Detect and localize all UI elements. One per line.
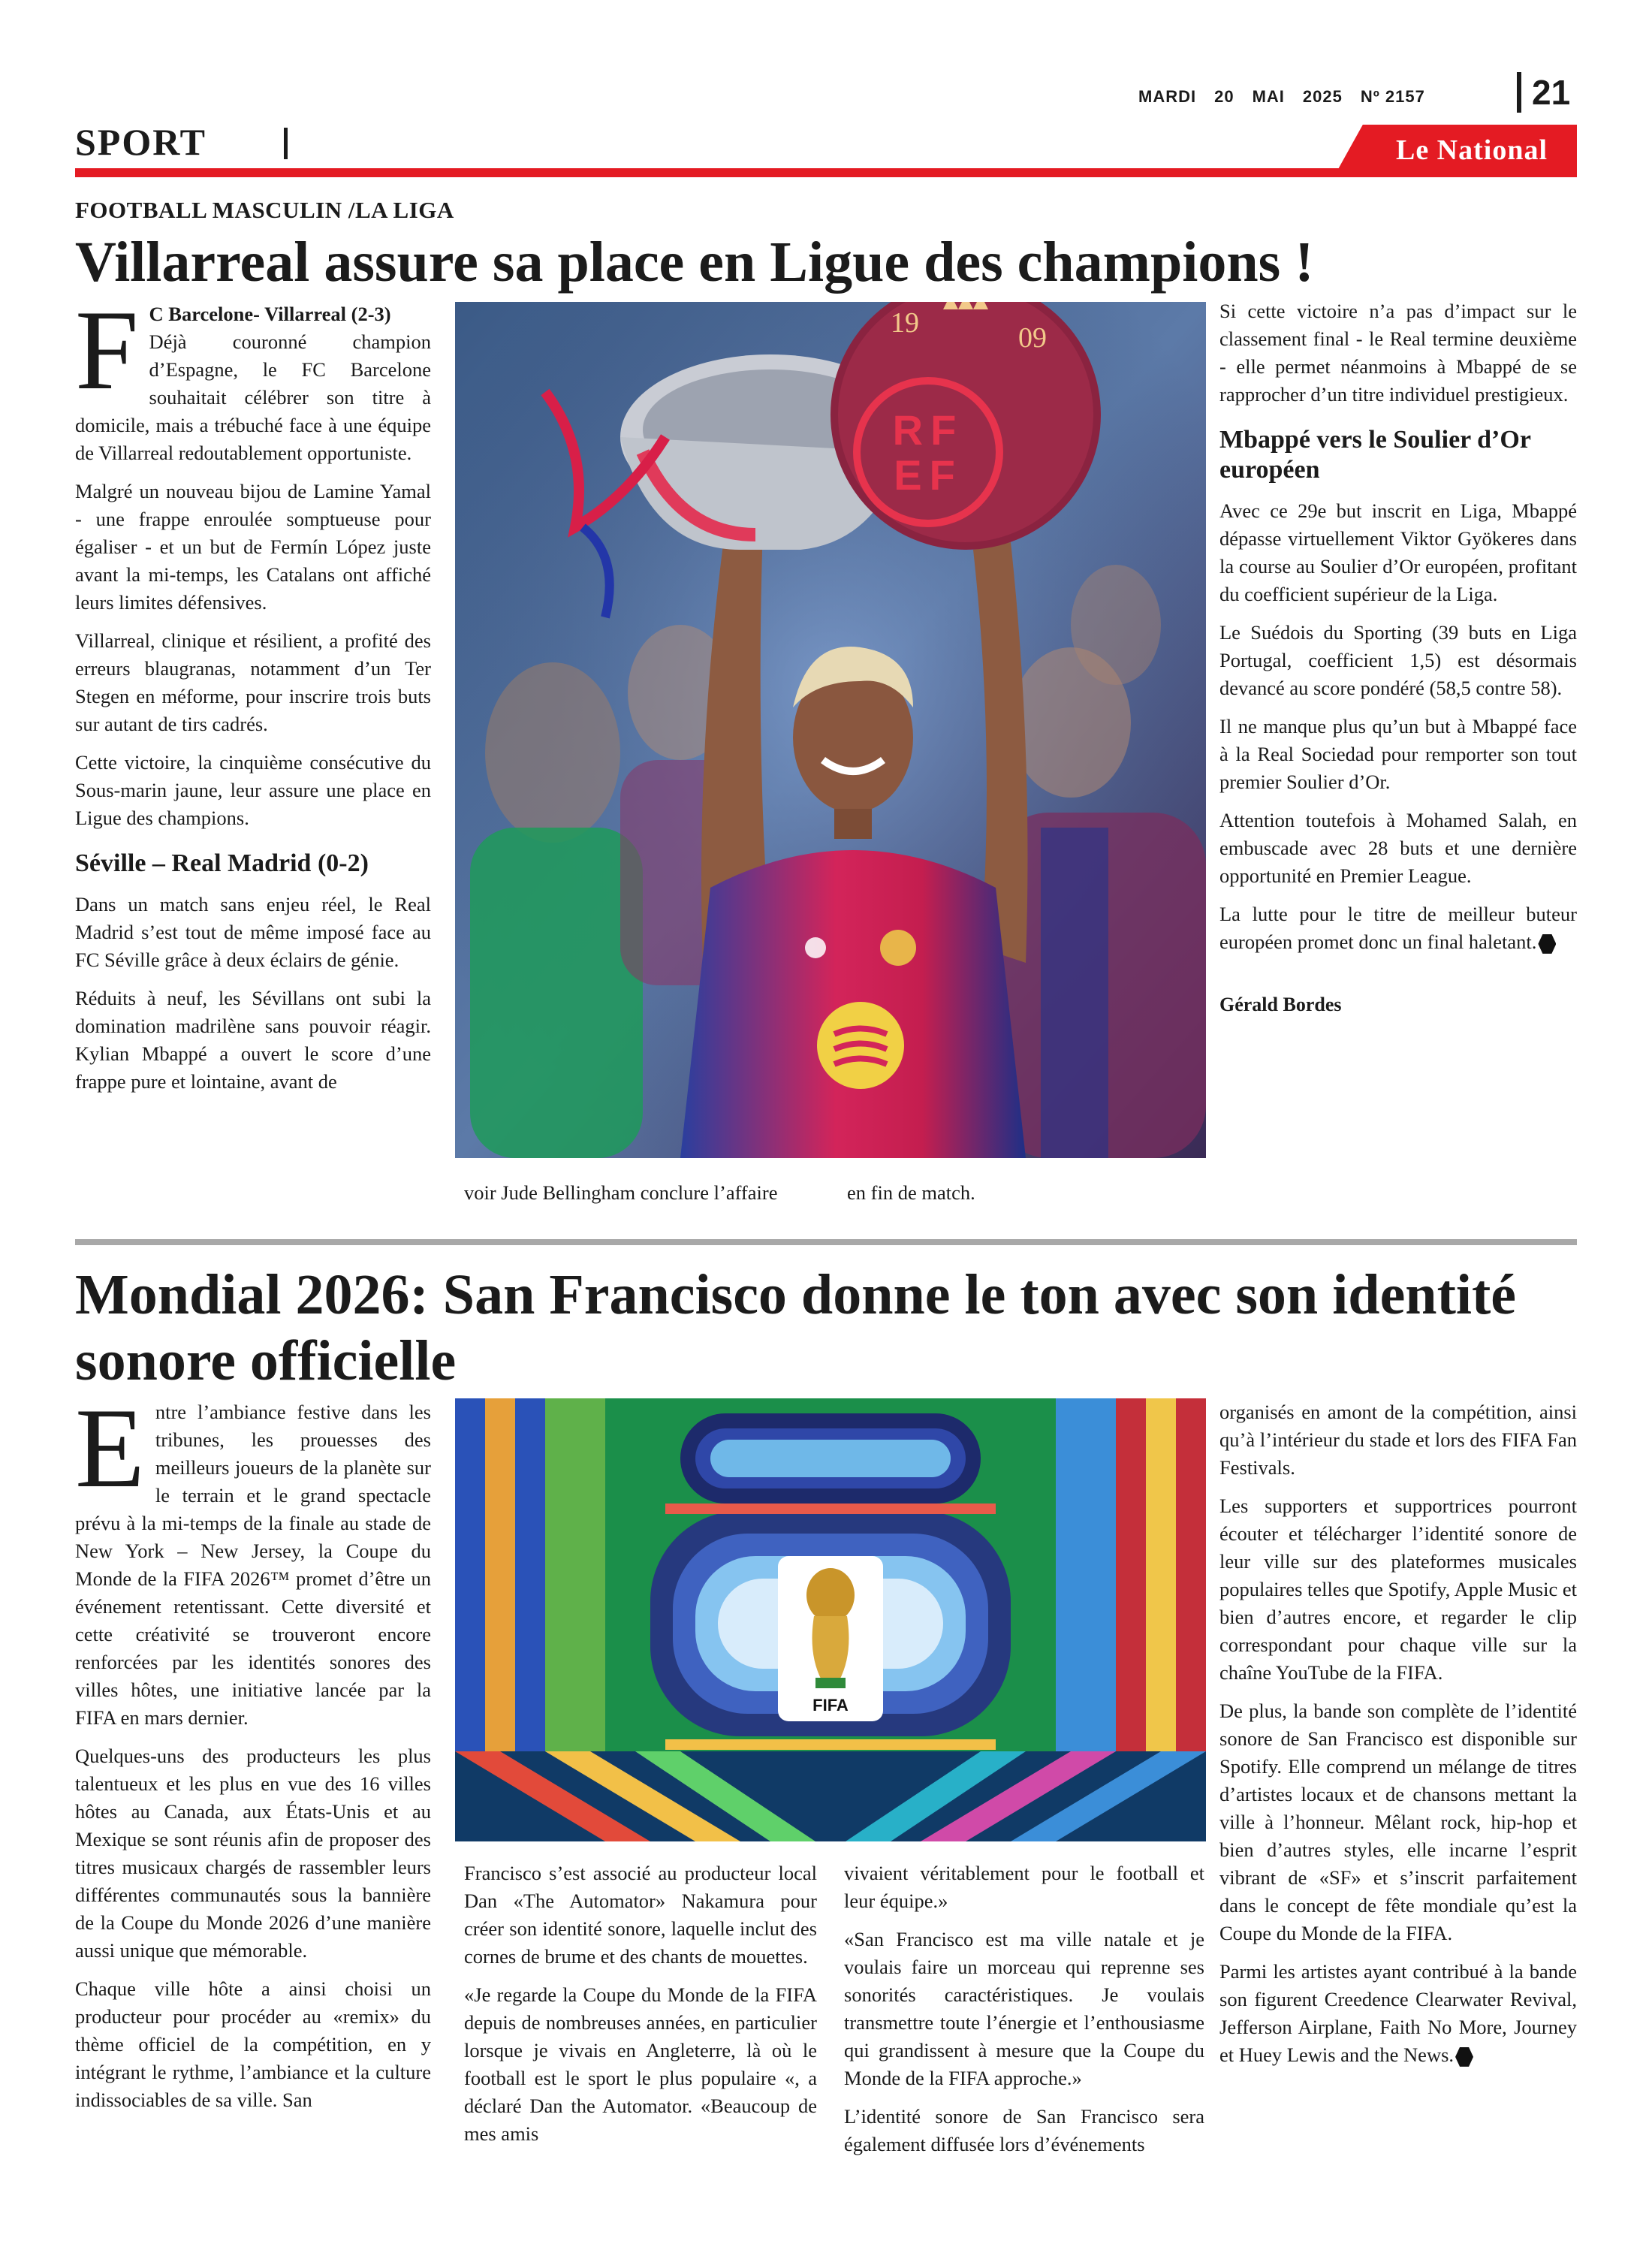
- article1-dropcap: F: [75, 287, 139, 413]
- date-day: MARDI: [1138, 87, 1197, 106]
- article1-column-1: [75, 287, 431, 1106]
- rfef-label-top: RF: [892, 406, 964, 454]
- world-cup-2026-emblem-image: [455, 1398, 1206, 1841]
- article2-title: Mondial 2026: San Francisco donne le ton avec son identité sonore officielle: [75, 1263, 1517, 1392]
- article2-paragraph: «San Francisco est ma ville natale et je voulais faire un morceau qui reprenne ses sonorités caractéristiques. Je voulais transmettre toute l’énergie et l’enthousiasme qui grandissent à mesure que la Coupe du Monde de la FIFA approche.»: [844, 1928, 1204, 2089]
- photo-continuation-left: [464, 1179, 840, 1207]
- article1-subhead-seville: Séville – Real Madrid (0-2): [75, 849, 369, 877]
- date-month: MAI: [1252, 87, 1285, 106]
- article1-paragraph: Villarreal, clinique et résilient, a profité des erreurs blaugranas, notamment d’un Ter Stegen en méforme, pour inscrire trois buts sur autant de tirs cadrés.: [75, 629, 431, 735]
- issue-date: [1138, 87, 1443, 107]
- article1-paragraph: Avec ce 29e but inscrit en Liga, Mbappé dépasse virtuellement Viktor Gyökeres dans la course au Soulier d’Or européen, profitant du coefficient supérieur de la Liga.: [1219, 499, 1577, 605]
- article1-kicker: FOOTBALL MASCULIN /LA LIGA: [75, 197, 454, 223]
- section-divider: [284, 128, 288, 159]
- article2-column-4: [1219, 1398, 1577, 2080]
- article2-column-1: [75, 1385, 431, 2125]
- article1-paragraph: Dans un match sans enjeu réel, le Real Madrid s’est tout de même imposé face au FC Séville grâce à deux éclairs de génie.: [75, 893, 431, 971]
- article1-last-paragraph: La lutte pour le titre de meilleur buteur européen promet donc un final haletant.: [1219, 903, 1577, 953]
- article1-paragraph: Il ne manque plus qu’un but à Mbappé face à la Real Sociedad pour remporter son tout premier Soulier d’Or.: [1219, 715, 1577, 793]
- article2-paragraph: ntre l’ambiance festive dans les tribunes, les prouesses des meilleurs joueurs de la planète sur le terrain et le grand spectacle prévu à la mi-temps de la finale au stade de New York – New Jersey, la Coupe du Monde de la FIFA 2026™ promet d’être un événement retentissant. Cette diversité et cette créativité se trouveront encore renforcées par les identités sonores des villes hôtes, une initiative lancée par la FIFA en mars dernier.: [75, 1401, 431, 1729]
- photo-continuation-right: [847, 1179, 1192, 1207]
- date-year: 2025: [1302, 87, 1343, 106]
- issue-number: Nº 2157: [1360, 87, 1425, 106]
- article1-title: Villarreal assure sa place en Ligue des champions !: [75, 231, 1314, 294]
- article1-under-photo-right: en fin de match.: [847, 1181, 975, 1204]
- trophy-year-right: 09: [1018, 322, 1047, 354]
- article2-paragraph: «Je regarde la Coupe du Monde de la FIFA depuis de nombreuses années, en particulier lorsque je vivais en Angleterre, là où le football est le sport le plus populaire «, a déclaré Dan the Automator. «Beaucoup de mes amis: [464, 1983, 817, 2145]
- article1-under-photo-left: voir Jude Bellingham conclure l’affaire: [464, 1181, 778, 1204]
- article2-paragraph: Francisco s’est associé au producteur local Dan «The Automator» Nakamura pour créer son identité sonore, laquelle inclut des cornes de brume et des chants de mouettes.: [464, 1862, 817, 1968]
- article2-last-paragraph: Parmi les artistes ayant contribué à la bande son figurent Creedence Clearwater Revival, Jefferson Airplane, Faith No More, Journey et Huey Lewis and the News.: [1219, 1960, 1577, 2066]
- section-title: SPORT: [75, 121, 206, 163]
- trophy-celebration-photo: [455, 302, 1206, 1158]
- date-number: 20: [1214, 87, 1234, 106]
- article1-paragraph: Déjà couronné champion d’Espagne, le FC Barcelone souhaitait célébrer son titre à domicile, mais a trébuché face à une équipe de Villarreal redoutablement opportuniste.: [75, 330, 431, 464]
- article2-paragraph: organisés en amont de la compétition, ainsi qu’à l’intérieur du stade et lors des FIFA Fan Festivals.: [1219, 1401, 1577, 1479]
- article2-paragraph: Chaque ville hôte a ainsi choisi un producteur pour procéder au «remix» du thème officiel de la compétition, en y intégrant le rythme, l’ambiance et la culture indissociables de sa ville. San: [75, 1977, 431, 2111]
- article2-paragraph: De plus, la bande son complète de l’identité sonore de San Francisco est disponible sur Spotify. Elle comprend un mélange de titres d’artistes locaux et de chansons mettant la ville à l’honneur. Mêlant rock, hip-hop et bien d’autres styles, elle incarne l’esprit vibrant de «SF» et s’inscrit parfaitement dans le concept de fête mondiale qu’est la Coupe du Monde de la FIFA.: [1219, 1700, 1577, 1944]
- article2-paragraph: L’identité sonore de San Francisco sera également diffusée lors d’événements: [844, 2105, 1204, 2155]
- article1-author: Gérald Bordes: [1219, 994, 1342, 1015]
- article1-subhead-mbappe: Mbappé vers le Soulier d’Or européen: [1219, 426, 1531, 484]
- trophy-year-left: 19: [891, 307, 919, 339]
- page-number: 21: [1532, 73, 1571, 112]
- fifa-label: FIFA: [812, 1696, 849, 1715]
- page-number-divider: [1517, 72, 1521, 113]
- article1-paragraph: Réduits à neuf, les Sévillans ont subi la domination madrilène sans pouvoir réagir. Kylian Mbappé a ouvert le score d’une frappe pure et lointaine, avant de: [75, 987, 431, 1093]
- end-of-article-icon: [1455, 2047, 1473, 2067]
- brand-name: Le National: [1395, 134, 1548, 166]
- article-separator: [75, 1239, 1577, 1245]
- article1-paragraph: Attention toutefois à Mohamed Salah, en embuscade avec 28 buts et une dernière opportunité en Premier League.: [1219, 809, 1577, 887]
- article2-paragraph: Quelques-uns des producteurs les plus talentueux et les plus en vue des 16 villes hôtes au Canada, aux États-Unis et au Mexique se sont réunis afin de proposer des titres musicaux chargés de rassembler leurs différentes communautés sous la bannière de la Coupe du Monde 2026 d’une manière aussi unique que mémorable.: [75, 1745, 431, 1962]
- article1-column-3: [1219, 297, 1577, 1029]
- article1-paragraph: Cette victoire, la cinquième consécutive du Sous-marin jaune, leur assure une place en Ligue des champions.: [75, 751, 431, 829]
- article2-column-2: [464, 1859, 817, 2158]
- article2-column-3: [844, 1859, 1204, 2169]
- article2-paragraph: vivaient véritablement pour le football et leur équipe.»: [844, 1862, 1204, 1912]
- end-of-article-icon: [1538, 934, 1556, 954]
- article1-paragraph: Malgré un nouveau bijou de Lamine Yamal - une frappe enroulée somptueuse pour égaliser - et un but de Fermín López juste avant la mi-temps, les Catalans ont affiché leurs limites défensives.: [75, 480, 431, 614]
- article2-paragraph: Les supporters et supportrices pourront écouter et télécharger l’identité sonore de leur ville sur des plateformes musicales populaires telles que Spotify, Apple Music et bien d’autres encore, et regarder le clip correspondant pour chaque ville sur la chaîne YouTube de la FIFA.: [1219, 1494, 1577, 1684]
- article1-lead: C Barcelone- Villarreal (2-3): [149, 303, 391, 325]
- article2-dropcap: E: [75, 1385, 145, 1511]
- rfef-label-bottom: EF: [894, 451, 963, 499]
- article1-paragraph: Le Suédois du Sporting (39 buts en Liga Portugal, coefficient 1,5) est désormais devancé au score pondéré (58,5 contre 58).: [1219, 621, 1577, 699]
- article1-paragraph: Si cette victoire n’a pas d’impact sur le classement final - le Real termine deuxième - elle permet néanmoins à Mbappé de se rapprocher d’un titre individuel prestigieux.: [1219, 300, 1577, 406]
